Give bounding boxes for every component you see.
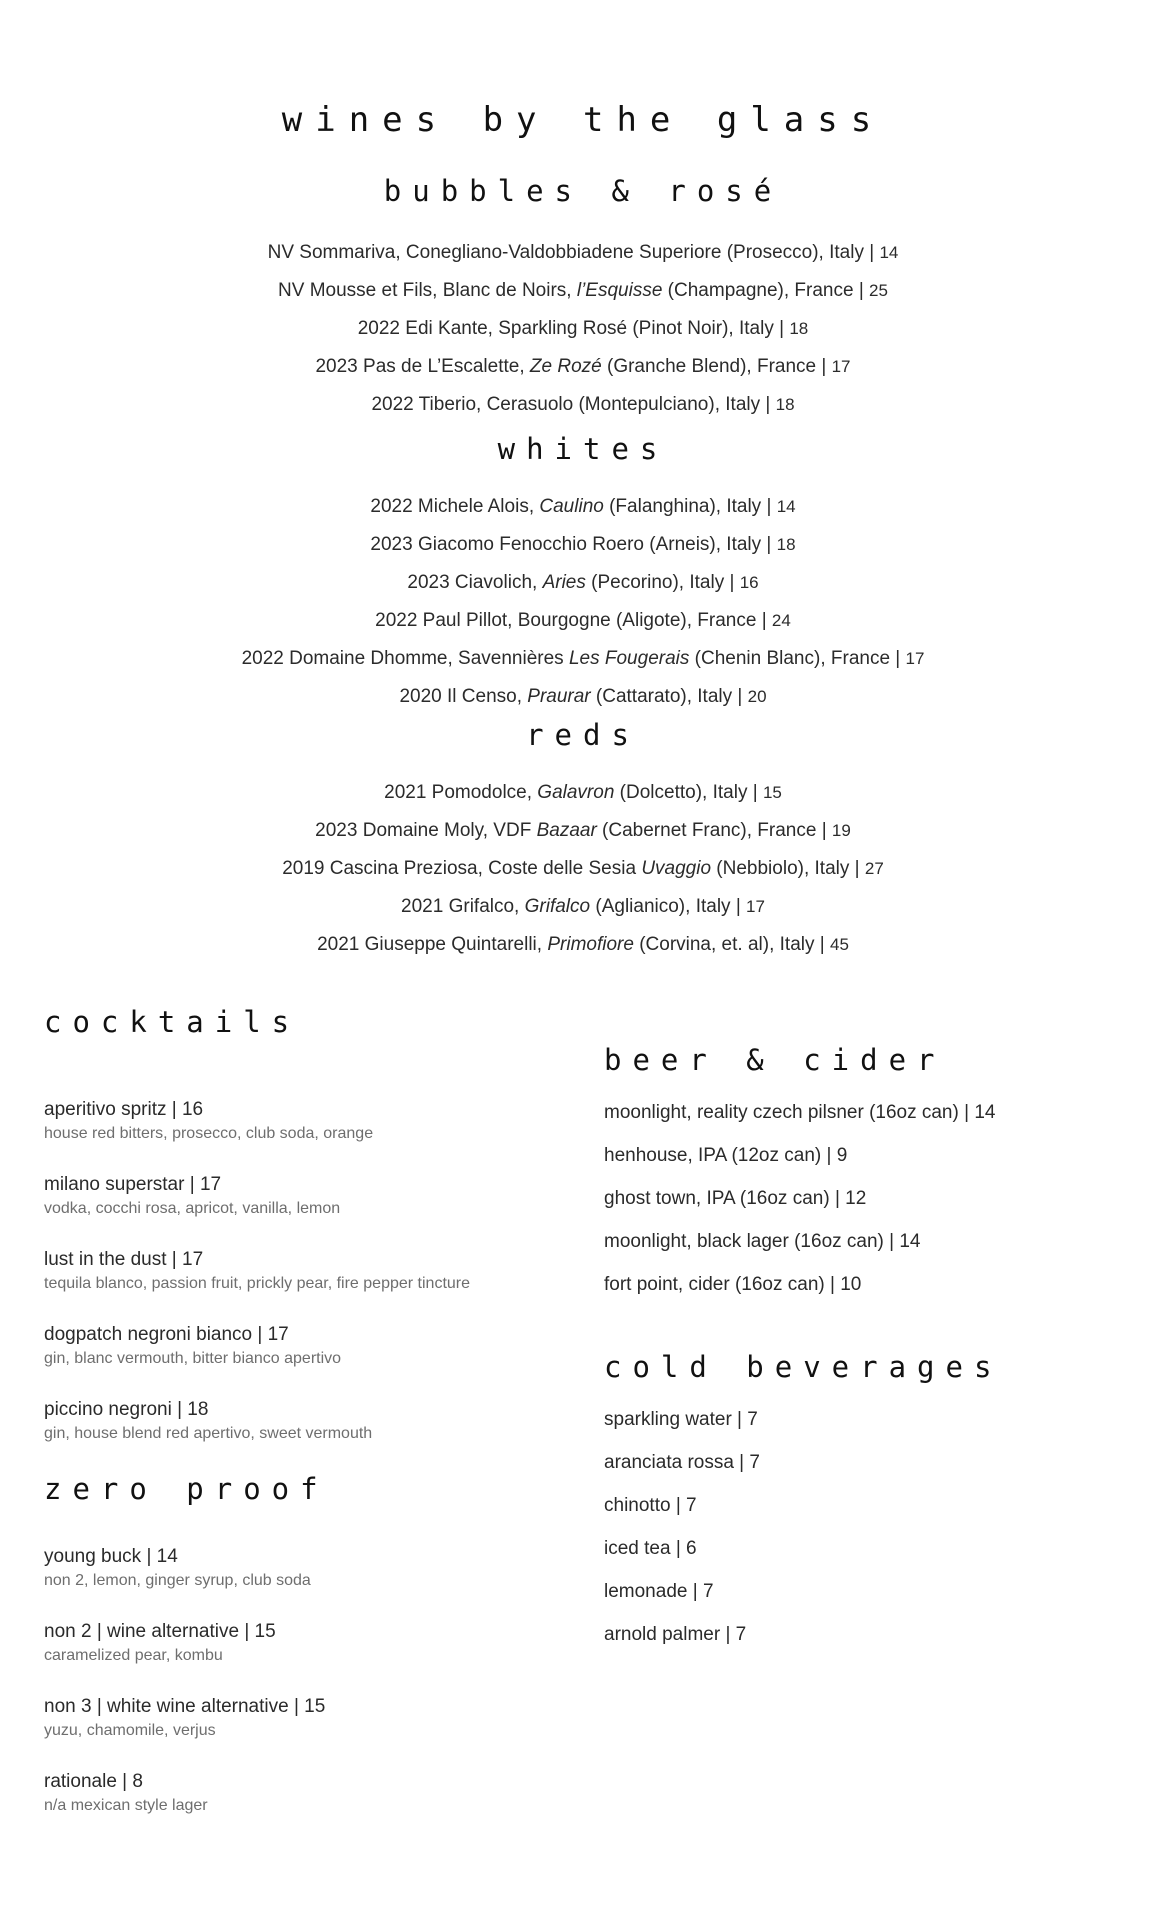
cold-beverage-item: lemonade | 7: [604, 1581, 714, 1602]
wine-item: 2019 Cascina Preziosa, Coste delle Sesia Uvaggio (Nebbiolo), Italy | 27: [282, 858, 884, 879]
wine-item: NV Sommariva, Conegliano-Valdobbiadene Superiore (Prosecco), Italy | 14: [267, 242, 899, 263]
beer-cider-heading: beer & cider: [604, 1043, 946, 1077]
item-name: lust in the dust | 17: [44, 1249, 204, 1270]
cocktails-heading: cocktails: [44, 1005, 301, 1039]
item-name: young buck | 14: [44, 1546, 178, 1567]
whites-heading: whites: [497, 432, 669, 466]
item-description: gin, house blend red apertivo, sweet vermouth: [44, 1425, 373, 1442]
item-name: milano superstar | 17: [44, 1174, 222, 1195]
wine-item: 2020 Il Censo, Praurar (Cattarato), Italy | 20: [399, 686, 767, 707]
beer-item: henhouse, IPA (12oz can) | 9: [604, 1145, 848, 1166]
cold-beverage-item: arnold palmer | 7: [604, 1624, 747, 1645]
cocktail-item: [44, 1247, 564, 1295]
cold-beverage-item: chinotto | 7: [604, 1495, 697, 1516]
wines-section: [0, 100, 1166, 964]
cold-beverage-item: aranciata rossa | 7: [604, 1452, 760, 1473]
item-name: dogpatch negroni bianco | 17: [44, 1324, 289, 1345]
zero-proof-item: [44, 1694, 564, 1742]
zero-proof-heading: zero proof: [44, 1472, 329, 1506]
wine-item: 2022 Tiberio, Cerasuolo (Montepulciano), Italy | 18: [371, 394, 795, 415]
item-name: non 3 | white wine alternative | 15: [44, 1696, 326, 1717]
zero-proof-item: [44, 1769, 564, 1817]
item-name: non 2 | wine alternative | 15: [44, 1621, 276, 1642]
wine-item: 2022 Domaine Dhomme, Savennières Les Fougerais (Chenin Blanc), France | 17: [241, 648, 925, 669]
wine-item: 2023 Domaine Moly, VDF Bazaar (Cabernet Franc), France | 19: [315, 820, 851, 841]
item-name: piccino negroni | 18: [44, 1399, 209, 1420]
right-column: [604, 1043, 1124, 1656]
beer-item: ghost town, IPA (16oz can) | 12: [604, 1188, 867, 1209]
wines-title: wines by the glass: [281, 100, 885, 140]
cold-beverage-item: iced tea | 6: [604, 1538, 697, 1559]
zero-proof-item: [44, 1544, 564, 1592]
item-description: tequila blanco, passion fruit, prickly pear, fire pepper tincture: [44, 1275, 471, 1292]
reds-heading: reds: [526, 718, 640, 752]
wine-item: 2022 Michele Alois, Caulino (Falanghina), Italy | 14: [370, 496, 796, 517]
wine-item: NV Mousse et Fils, Blanc de Noirs, l’Esquisse (Champagne), France | 25: [278, 280, 888, 301]
wine-item: 2023 Pas de L’Escalette, Ze Rozé (Granche Blend), France | 17: [315, 356, 851, 377]
zero-proof-item: [44, 1619, 564, 1667]
cocktail-item: [44, 1397, 564, 1445]
wine-item: 2023 Ciavolich, Aries (Pecorino), Italy | 16: [407, 572, 759, 593]
cocktail-item: [44, 1172, 564, 1220]
item-name: aperitivo spritz | 16: [44, 1099, 204, 1120]
item-description: yuzu, chamomile, verjus: [44, 1722, 216, 1739]
wine-item: 2021 Giuseppe Quintarelli, Primofiore (Corvina, et. al), Italy | 45: [317, 934, 849, 955]
cold-beverage-item: sparkling water | 7: [604, 1409, 758, 1430]
item-description: gin, blanc vermouth, bitter bianco apertivo: [44, 1350, 342, 1367]
wine-item: 2022 Paul Pillot, Bourgogne (Aligote), France | 24: [375, 610, 791, 631]
item-description: caramelized pear, kombu: [44, 1647, 223, 1664]
beer-item: moonlight, reality czech pilsner (16oz can) | 14: [604, 1102, 996, 1123]
item-name: rationale | 8: [44, 1771, 143, 1792]
wine-item: 2023 Giacomo Fenocchio Roero (Arneis), Italy | 18: [370, 534, 796, 555]
item-description: vodka, cocchi rosa, apricot, vanilla, lemon: [44, 1200, 341, 1217]
item-description: house red bitters, prosecco, club soda, orange: [44, 1125, 374, 1142]
beer-item: fort point, cider (16oz can) | 10: [604, 1274, 862, 1295]
wine-item: 2021 Pomodolce, Galavron (Dolcetto), Italy | 15: [384, 782, 782, 803]
cocktail-item: [44, 1322, 564, 1370]
bubbles-rose-heading: bubbles & rosé: [383, 174, 783, 208]
wine-item: 2022 Edi Kante, Sparkling Rosé (Pinot Noir), Italy | 18: [357, 318, 809, 339]
cold-beverages-heading: cold beverages: [604, 1350, 1003, 1384]
item-description: non 2, lemon, ginger syrup, club soda: [44, 1572, 311, 1589]
item-description: n/a mexican style lager: [44, 1797, 208, 1814]
left-column: [44, 1005, 564, 1844]
wine-item: 2021 Grifalco, Grifalco (Aglianico), Italy | 17: [401, 896, 765, 917]
cocktail-item: [44, 1097, 564, 1145]
beer-item: moonlight, black lager (16oz can) | 14: [604, 1231, 921, 1252]
